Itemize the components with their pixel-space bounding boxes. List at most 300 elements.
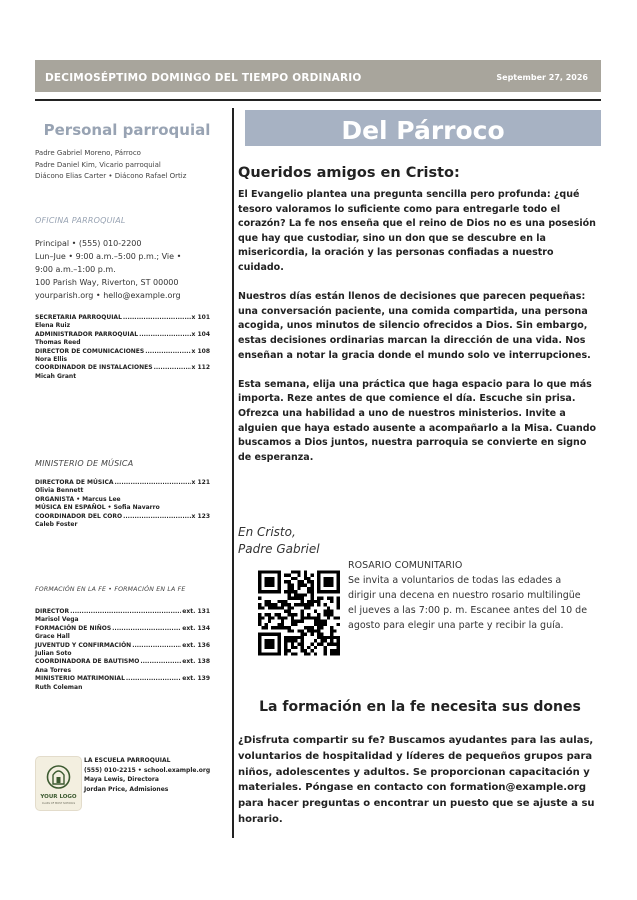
qr-module xyxy=(317,600,320,603)
qr-module xyxy=(324,610,327,613)
qr-module xyxy=(330,639,333,642)
qr-module xyxy=(307,600,310,603)
qr-module xyxy=(304,633,307,636)
directory-row: MINISTERIO MATRIMONIAL ..... ext. 139 xyxy=(35,675,210,683)
qr-module xyxy=(297,574,300,577)
qr-module xyxy=(320,620,323,623)
qr-module xyxy=(284,574,287,577)
qr-module xyxy=(317,620,320,623)
qr-module xyxy=(310,643,313,646)
qr-module xyxy=(297,593,300,596)
qr-module xyxy=(310,590,313,593)
qr-module xyxy=(291,597,294,600)
qr-module xyxy=(278,600,281,603)
qr-module xyxy=(294,597,297,600)
qr-module xyxy=(310,649,313,652)
qr-module xyxy=(304,574,307,577)
qr-module xyxy=(301,583,304,586)
qr-module xyxy=(304,626,307,629)
office-web-email: yourparish.org • hello@example.org xyxy=(35,291,181,300)
qr-module xyxy=(297,629,300,632)
qr-module xyxy=(301,593,304,596)
qr-module xyxy=(294,636,297,639)
qr-module xyxy=(284,649,287,652)
qr-module xyxy=(304,649,307,652)
qr-module xyxy=(288,629,291,632)
qr-module xyxy=(310,574,313,577)
qr-module xyxy=(294,646,297,649)
letter-signoff xyxy=(238,524,320,557)
office-info xyxy=(35,237,181,302)
qr-module xyxy=(307,629,310,632)
qr-module xyxy=(307,580,310,583)
qr-module xyxy=(268,613,271,616)
qr-module xyxy=(258,616,261,619)
qr-module xyxy=(304,570,307,573)
qr-module xyxy=(281,620,284,623)
qr-module xyxy=(294,639,297,642)
qr-module xyxy=(333,649,336,652)
qr-module xyxy=(288,583,291,586)
qr-module xyxy=(294,623,297,626)
qr-module xyxy=(327,616,330,619)
qr-module xyxy=(310,593,313,596)
qr-module xyxy=(337,643,340,646)
qr-module xyxy=(297,583,300,586)
qr-module xyxy=(314,639,317,642)
qr-module xyxy=(320,626,323,629)
staff-line: Padre Daniel Kim, Vicario parroquial xyxy=(35,160,161,169)
qr-module xyxy=(281,600,284,603)
qr-module xyxy=(281,626,284,629)
school-contact: (555) 010-2215 • school.example.org xyxy=(84,766,211,774)
qr-module xyxy=(288,590,291,593)
qr-module xyxy=(330,652,333,655)
qr-module xyxy=(301,646,304,649)
qr-module xyxy=(327,643,330,646)
qr-module xyxy=(274,613,277,616)
qr-module xyxy=(310,583,313,586)
qr-module xyxy=(288,597,291,600)
qr-module xyxy=(281,603,284,606)
logo-subtext: CLASS OF MOST SCHOOLS xyxy=(41,802,76,805)
qr-module xyxy=(281,616,284,619)
qr-module xyxy=(337,636,340,639)
qr-module xyxy=(304,616,307,619)
qr-module xyxy=(278,616,281,619)
qr-module xyxy=(265,623,268,626)
qr-module xyxy=(297,580,300,583)
staff-list xyxy=(35,148,186,183)
letter-paragraph: Esta semana, elija una práctica que haga espacio para lo que más importa. Reze antes de que comience el día. Escuche sin prisa. Ofrezca una habilidad a uno de nuestros ministerios. Invite a alguien que haya estado ausente a acompañarlo a la Misa. Cuando buscamos a Dios juntos, nuestra parroquia se convierte en signo de esperanza. xyxy=(238,378,597,463)
qr-module xyxy=(310,633,313,636)
formation-directory xyxy=(35,608,210,692)
qr-module xyxy=(297,570,300,573)
qr-module xyxy=(330,597,333,600)
qr-module xyxy=(333,636,336,639)
qr-module xyxy=(284,590,287,593)
qr-module xyxy=(274,626,277,629)
qr-module xyxy=(294,620,297,623)
qr-module xyxy=(330,633,333,636)
qr-module xyxy=(304,652,307,655)
qr-module xyxy=(258,623,261,626)
qr-module xyxy=(301,649,304,652)
qr-module xyxy=(301,643,304,646)
qr-module xyxy=(304,577,307,580)
staff-line: Diácono Elias Carter • Diácono Rafael Ortiz xyxy=(35,172,187,180)
bulletin-date: September 27, 2026 xyxy=(496,73,588,82)
rosary-text: Se invita a voluntarios de todas las edades a dirigir una decena en nuestro rosario multilingüe el jueves a las 7:00 p. m. Escanee antes del 10 de agosto para elegir una parte y recibir la guía. xyxy=(348,574,588,631)
qr-module xyxy=(307,590,310,593)
office-directory xyxy=(35,314,210,381)
qr-module xyxy=(291,590,294,593)
qr-module xyxy=(317,623,320,626)
qr-module xyxy=(284,636,287,639)
qr-module xyxy=(284,610,287,613)
qr-module xyxy=(301,616,304,619)
directory-row: ADMINISTRADOR PARROQUIAL ..... x 104 xyxy=(35,331,210,339)
qr-module xyxy=(288,613,291,616)
qr-module xyxy=(304,593,307,596)
qr-module xyxy=(310,587,313,590)
qr-module xyxy=(284,652,287,655)
qr-module xyxy=(330,610,333,613)
qr-module xyxy=(317,636,320,639)
qr-module xyxy=(301,610,304,613)
qr-module xyxy=(271,616,274,619)
qr-module xyxy=(304,603,307,606)
logo-text: YOUR LOGO xyxy=(40,794,77,800)
qr-module xyxy=(324,636,327,639)
qr-module xyxy=(265,613,268,616)
qr-module xyxy=(307,603,310,606)
qr-module xyxy=(261,616,264,619)
qr-module xyxy=(288,587,291,590)
qr-module xyxy=(291,646,294,649)
qr-module xyxy=(327,606,330,609)
directory-line: ORGANISTA • Marcus Lee xyxy=(35,495,121,503)
qr-module xyxy=(291,583,294,586)
directory-name: Micah Grant xyxy=(35,372,77,380)
qr-module xyxy=(307,626,310,629)
qr-module xyxy=(327,636,330,639)
office-address: 100 Parish Way, Riverton, ST 00000 xyxy=(35,278,179,287)
letter-greeting: Queridos amigos en Cristo: xyxy=(238,165,460,181)
directory-row: DIRECTORA DE MÚSICA ..... x 121 xyxy=(35,479,210,487)
qr-module xyxy=(284,643,287,646)
qr-module xyxy=(301,636,304,639)
directory-name: Thomas Reed xyxy=(35,339,81,347)
qr-module xyxy=(320,636,323,639)
letter-signature: Padre Gabriel xyxy=(238,541,320,556)
header-divider xyxy=(35,99,601,101)
qr-module xyxy=(314,610,317,613)
qr-module xyxy=(317,626,320,629)
staff-title: Personal parroquial xyxy=(43,121,211,139)
qr-module xyxy=(333,616,336,619)
qr-module xyxy=(268,600,271,603)
qr-module xyxy=(310,597,313,600)
qr-module xyxy=(271,603,274,606)
qr-module xyxy=(284,600,287,603)
qr-module xyxy=(291,639,294,642)
qr-module xyxy=(310,616,313,619)
qr-module xyxy=(317,597,320,600)
qr-module xyxy=(291,606,294,609)
staff-line: Padre Gabriel Moreno, Párroco xyxy=(35,149,141,157)
qr-module xyxy=(337,600,340,603)
qr-module xyxy=(330,636,333,639)
directory-row: JUVENTUD Y CONFIRMACIÓN ..... ext. 136 xyxy=(35,642,210,650)
qr-module xyxy=(284,603,287,606)
qr-module xyxy=(301,639,304,642)
rosary-qr-code[interactable] xyxy=(258,570,340,656)
qr-module xyxy=(288,610,291,613)
qr-module xyxy=(301,600,304,603)
qr-module xyxy=(320,639,323,642)
directory-name: Julian Soto xyxy=(35,650,72,658)
qr-module xyxy=(330,643,333,646)
qr-module xyxy=(268,606,271,609)
qr-finder-core xyxy=(324,577,334,587)
qr-module xyxy=(297,643,300,646)
directory-name: Ruth Coleman xyxy=(35,683,83,691)
directory-name: Caleb Foster xyxy=(35,521,78,529)
qr-module xyxy=(288,639,291,642)
faith-formation-title: La formación en la fe necesita sus dones xyxy=(259,699,581,715)
qr-module xyxy=(258,597,261,600)
qr-module xyxy=(291,636,294,639)
directory-row: COORDINADOR DEL CORO ..... x 123 xyxy=(35,513,210,521)
qr-module xyxy=(274,606,277,609)
qr-module xyxy=(337,603,340,606)
pastor-letter xyxy=(238,188,602,480)
qr-module xyxy=(337,646,340,649)
qr-module xyxy=(294,603,297,606)
qr-module xyxy=(310,626,313,629)
qr-module xyxy=(333,629,336,632)
qr-module xyxy=(301,620,304,623)
directory-name: Olivia Bennett xyxy=(35,487,84,495)
qr-module xyxy=(301,633,304,636)
school-crest-icon xyxy=(36,757,81,793)
qr-module xyxy=(291,629,294,632)
qr-module xyxy=(304,606,307,609)
qr-module xyxy=(294,652,297,655)
qr-module xyxy=(278,613,281,616)
school-admissions: Jordan Price, Admisiones xyxy=(84,785,169,793)
qr-module xyxy=(333,652,336,655)
qr-module xyxy=(258,620,261,623)
qr-module xyxy=(317,643,320,646)
qr-module xyxy=(288,606,291,609)
directory-name: Marisol Vega xyxy=(35,616,79,624)
qr-module xyxy=(320,597,323,600)
qr-module xyxy=(288,593,291,596)
directory-row: DIRECTOR ..... ext. 131 xyxy=(35,608,210,616)
qr-module xyxy=(327,597,330,600)
qr-module xyxy=(307,606,310,609)
qr-module xyxy=(324,603,327,606)
qr-module xyxy=(320,623,323,626)
qr-module xyxy=(291,643,294,646)
directory-name: Elena Ruiz xyxy=(35,322,71,330)
qr-module xyxy=(294,590,297,593)
qr-module xyxy=(317,603,320,606)
office-hours: 9:00 a.m.–1:00 p.m. xyxy=(35,265,116,274)
qr-module xyxy=(337,623,340,626)
qr-module xyxy=(333,643,336,646)
qr-module xyxy=(310,629,313,632)
qr-module xyxy=(288,649,291,652)
directory-row: DIRECTOR DE COMUNICACIONES ..... x 108 xyxy=(35,348,210,356)
qr-module xyxy=(278,623,281,626)
qr-module xyxy=(307,646,310,649)
qr-module xyxy=(324,623,327,626)
qr-module xyxy=(307,613,310,616)
pastor-title: Del Párroco xyxy=(341,116,505,145)
qr-module xyxy=(324,620,327,623)
music-directory xyxy=(35,479,210,529)
qr-module xyxy=(291,616,294,619)
qr-module xyxy=(314,646,317,649)
qr-module xyxy=(324,649,327,652)
qr-module xyxy=(314,623,317,626)
qr-module xyxy=(294,577,297,580)
qr-module xyxy=(288,574,291,577)
qr-module xyxy=(258,613,261,616)
qr-module xyxy=(301,580,304,583)
qr-module xyxy=(330,629,333,632)
qr-module xyxy=(337,639,340,642)
directory-row: COORDINADOR DE INSTALACIONES ..... x 112 xyxy=(35,364,210,372)
qr-module xyxy=(317,629,320,632)
qr-module xyxy=(310,580,313,583)
bulletin-title: DECIMOSÉPTIMO DOMINGO DEL TIEMPO ORDINARIO xyxy=(45,72,362,84)
qr-module xyxy=(330,626,333,629)
office-phone: Principal • (555) 010-2200 xyxy=(35,239,142,248)
letter-closing: En Cristo, xyxy=(238,525,296,539)
qr-module xyxy=(288,580,291,583)
qr-module xyxy=(261,626,264,629)
qr-module xyxy=(271,606,274,609)
rosary-title: ROSARIO COMUNITARIO xyxy=(348,560,463,571)
qr-module xyxy=(291,652,294,655)
qr-module xyxy=(291,623,294,626)
qr-module xyxy=(301,613,304,616)
qr-module xyxy=(314,600,317,603)
qr-module xyxy=(291,570,294,573)
qr-module xyxy=(320,643,323,646)
office-hours: Lun–Jue • 9:00 a.m.–5:00 p.m.; Vie • xyxy=(35,252,182,261)
school-logo xyxy=(35,756,82,811)
qr-module xyxy=(288,626,291,629)
qr-module xyxy=(301,629,304,632)
qr-module xyxy=(337,652,340,655)
faith-formation-body: ¿Disfruta compartir su fe? Buscamos ayudantes para las aulas, voluntarios de hospitalidad y líderes de pequeños grupos para niños, adolescentes y adultos. Se proporcionan capacitación y materiales. Póngase en contacto con formation@example.org para hacer preguntas o encontrar un puesto que se ajuste a su horario. xyxy=(238,735,595,825)
qr-module xyxy=(294,613,297,616)
qr-module xyxy=(310,603,313,606)
rosary-notice xyxy=(348,559,588,634)
qr-module xyxy=(258,603,261,606)
qr-module xyxy=(317,613,320,616)
qr-module xyxy=(320,633,323,636)
qr-module xyxy=(327,613,330,616)
qr-module xyxy=(268,620,271,623)
qr-module xyxy=(297,597,300,600)
qr-module xyxy=(261,606,264,609)
qr-module xyxy=(304,583,307,586)
qr-module xyxy=(288,636,291,639)
qr-module xyxy=(268,616,271,619)
qr-module xyxy=(307,587,310,590)
qr-module xyxy=(265,600,268,603)
qr-module xyxy=(297,603,300,606)
directory-row: COORDINADORA DE BAUTISMO ..... ext. 138 xyxy=(35,658,210,666)
qr-module xyxy=(278,626,281,629)
letter-paragraph: El Evangelio plantea una pregunta sencilla pero profunda: ¿qué tesoro valoramos lo suficiente como para entregarle todo el corazón? La fe nos enseña que el reino de Dios no es una posesión que hay que custodiar, sino un don que se descubre en la misericordia, la oración y las personas confiadas a nuestro cuidado. xyxy=(238,189,596,273)
school-name: LA ESCUELA PARROQUIAL xyxy=(84,757,171,764)
qr-module xyxy=(284,616,287,619)
qr-module xyxy=(291,577,294,580)
directory-name: Ana Torres xyxy=(35,666,72,674)
qr-module xyxy=(258,606,261,609)
qr-module xyxy=(284,639,287,642)
qr-module xyxy=(337,597,340,600)
qr-module xyxy=(307,577,310,580)
qr-module xyxy=(324,639,327,642)
qr-module xyxy=(314,620,317,623)
qr-module xyxy=(337,649,340,652)
directory-name: Nora Ellis xyxy=(35,356,68,364)
qr-module xyxy=(274,603,277,606)
qr-module xyxy=(297,636,300,639)
qr-module xyxy=(291,613,294,616)
qr-module xyxy=(324,646,327,649)
qr-module xyxy=(324,613,327,616)
qr-module xyxy=(297,620,300,623)
qr-module xyxy=(317,633,320,636)
school-principal: Maya Lewis, Directora xyxy=(84,776,159,783)
qr-module xyxy=(278,606,281,609)
qr-module xyxy=(284,646,287,649)
qr-module xyxy=(324,652,327,655)
qr-module xyxy=(294,570,297,573)
qr-module xyxy=(307,616,310,619)
qr-module xyxy=(330,649,333,652)
qr-module xyxy=(284,626,287,629)
qr-module xyxy=(337,616,340,619)
qr-module xyxy=(301,603,304,606)
school-info xyxy=(84,756,210,794)
qr-module xyxy=(291,620,294,623)
qr-module xyxy=(271,626,274,629)
qr-finder-core xyxy=(265,639,275,649)
qr-finder-core xyxy=(265,577,275,587)
qr-module xyxy=(327,610,330,613)
office-heading: OFICINA PARROQUIAL xyxy=(35,216,126,225)
qr-module xyxy=(310,600,313,603)
directory-name: Grace Hall xyxy=(35,633,70,641)
qr-module xyxy=(268,603,271,606)
directory-line: MÚSICA EN ESPAÑOL • Sofia Navarro xyxy=(35,504,160,512)
letter-paragraph: Nuestros días están llenos de decisiones que parecen pequeñas: una conversación paciente, una comida compartida, una persona acogida, unos minutos de silencio ofrecidos a Dios. Sin embargo, estas decisiones ordinarias marcan la dirección de una vida. Nos enseñan a notar la gracia donde el mundo solo ve interrupciones. xyxy=(238,291,591,361)
qr-module xyxy=(314,652,317,655)
qr-module xyxy=(301,597,304,600)
qr-module xyxy=(294,593,297,596)
qr-module xyxy=(330,600,333,603)
